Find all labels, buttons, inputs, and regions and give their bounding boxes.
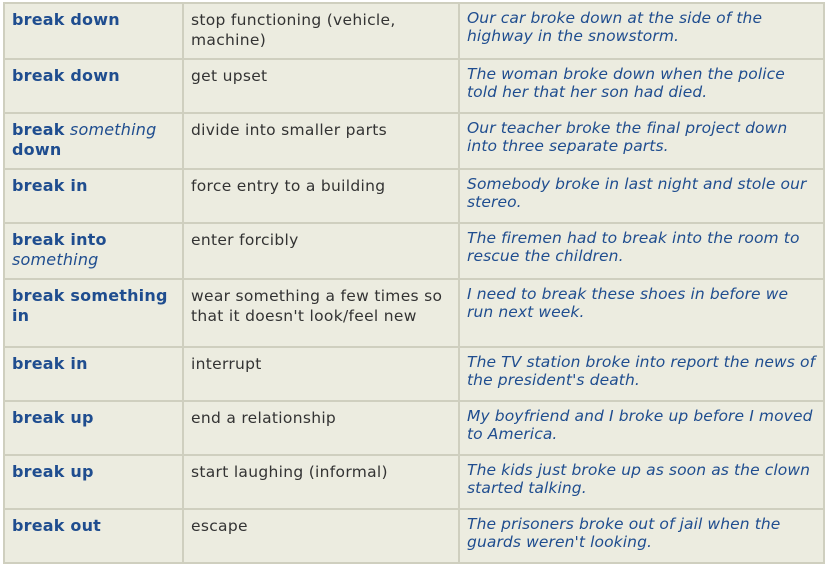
example-cell: The kids just broke up as soon as the clown started talking. bbox=[459, 455, 824, 509]
phrasal-verb-cell bbox=[4, 347, 183, 401]
phrasal-verb-text: break up bbox=[12, 462, 94, 481]
phrasal-verb-text: break up bbox=[12, 408, 94, 427]
example-cell: Somebody broke in last night and stole our stereo. bbox=[459, 169, 824, 223]
phrasal-verb-cell bbox=[4, 3, 183, 59]
meaning-cell: get upset bbox=[183, 59, 459, 113]
table-row bbox=[4, 455, 824, 509]
phrasal-verb-cell bbox=[4, 455, 183, 509]
phrasal-verb-text: down bbox=[12, 140, 62, 159]
table-row bbox=[4, 347, 824, 401]
phrasal-verb-text: break down bbox=[12, 66, 120, 85]
meaning-cell: enter forcibly bbox=[183, 223, 459, 279]
meaning-cell: interrupt bbox=[183, 347, 459, 401]
object-placeholder-text: something bbox=[12, 250, 99, 269]
phrasal-verb-cell bbox=[4, 223, 183, 279]
table-row bbox=[4, 169, 824, 223]
example-cell: Our teacher broke the final project down into three separate parts. bbox=[459, 113, 824, 169]
table-row bbox=[4, 509, 824, 563]
table-row bbox=[4, 113, 824, 169]
meaning-cell: wear something a few times so that it doesn't look/feel new bbox=[183, 279, 459, 347]
example-cell: The firemen had to break into the room to rescue the children. bbox=[459, 223, 824, 279]
example-cell: I need to break these shoes in before we run next week. bbox=[459, 279, 824, 347]
table-row bbox=[4, 59, 824, 113]
phrasal-verb-cell bbox=[4, 509, 183, 563]
example-cell: The TV station broke into report the news of the president's death. bbox=[459, 347, 824, 401]
phrasal-verb-cell bbox=[4, 401, 183, 455]
phrasal-verb-text: break something in bbox=[12, 286, 168, 325]
meaning-cell: force entry to a building bbox=[183, 169, 459, 223]
table-row bbox=[4, 401, 824, 455]
meaning-cell: end a relationship bbox=[183, 401, 459, 455]
phrasal-verb-text: break in bbox=[12, 354, 88, 373]
meaning-cell: stop functioning (vehicle, machine) bbox=[183, 3, 459, 59]
object-placeholder-text: something bbox=[64, 120, 157, 139]
meaning-cell: divide into smaller parts bbox=[183, 113, 459, 169]
example-cell: The prisoners broke out of jail when the guards weren't looking. bbox=[459, 509, 824, 563]
phrasal-verb-cell bbox=[4, 113, 183, 169]
phrasal-verb-text: break down bbox=[12, 10, 120, 29]
table-row bbox=[4, 279, 824, 347]
example-cell: The woman broke down when the police told her that her son had died. bbox=[459, 59, 824, 113]
phrasal-verb-text: break into bbox=[12, 230, 107, 249]
phrasal-verb-cell bbox=[4, 279, 183, 347]
table-row bbox=[4, 223, 824, 279]
phrasal-verb-cell bbox=[4, 59, 183, 113]
phrasal-verbs-table bbox=[3, 2, 825, 564]
meaning-cell: start laughing (informal) bbox=[183, 455, 459, 509]
table-row bbox=[4, 3, 824, 59]
phrasal-verb-text: break bbox=[12, 120, 65, 139]
phrasal-verb-cell bbox=[4, 169, 183, 223]
phrasal-verb-text: break out bbox=[12, 516, 102, 535]
example-cell: Our car broke down at the side of the highway in the snowstorm. bbox=[459, 3, 824, 59]
phrasal-verb-text: break in bbox=[12, 176, 88, 195]
example-cell: My boyfriend and I broke up before I moved to America. bbox=[459, 401, 824, 455]
meaning-cell: escape bbox=[183, 509, 459, 563]
table-body bbox=[4, 3, 824, 563]
